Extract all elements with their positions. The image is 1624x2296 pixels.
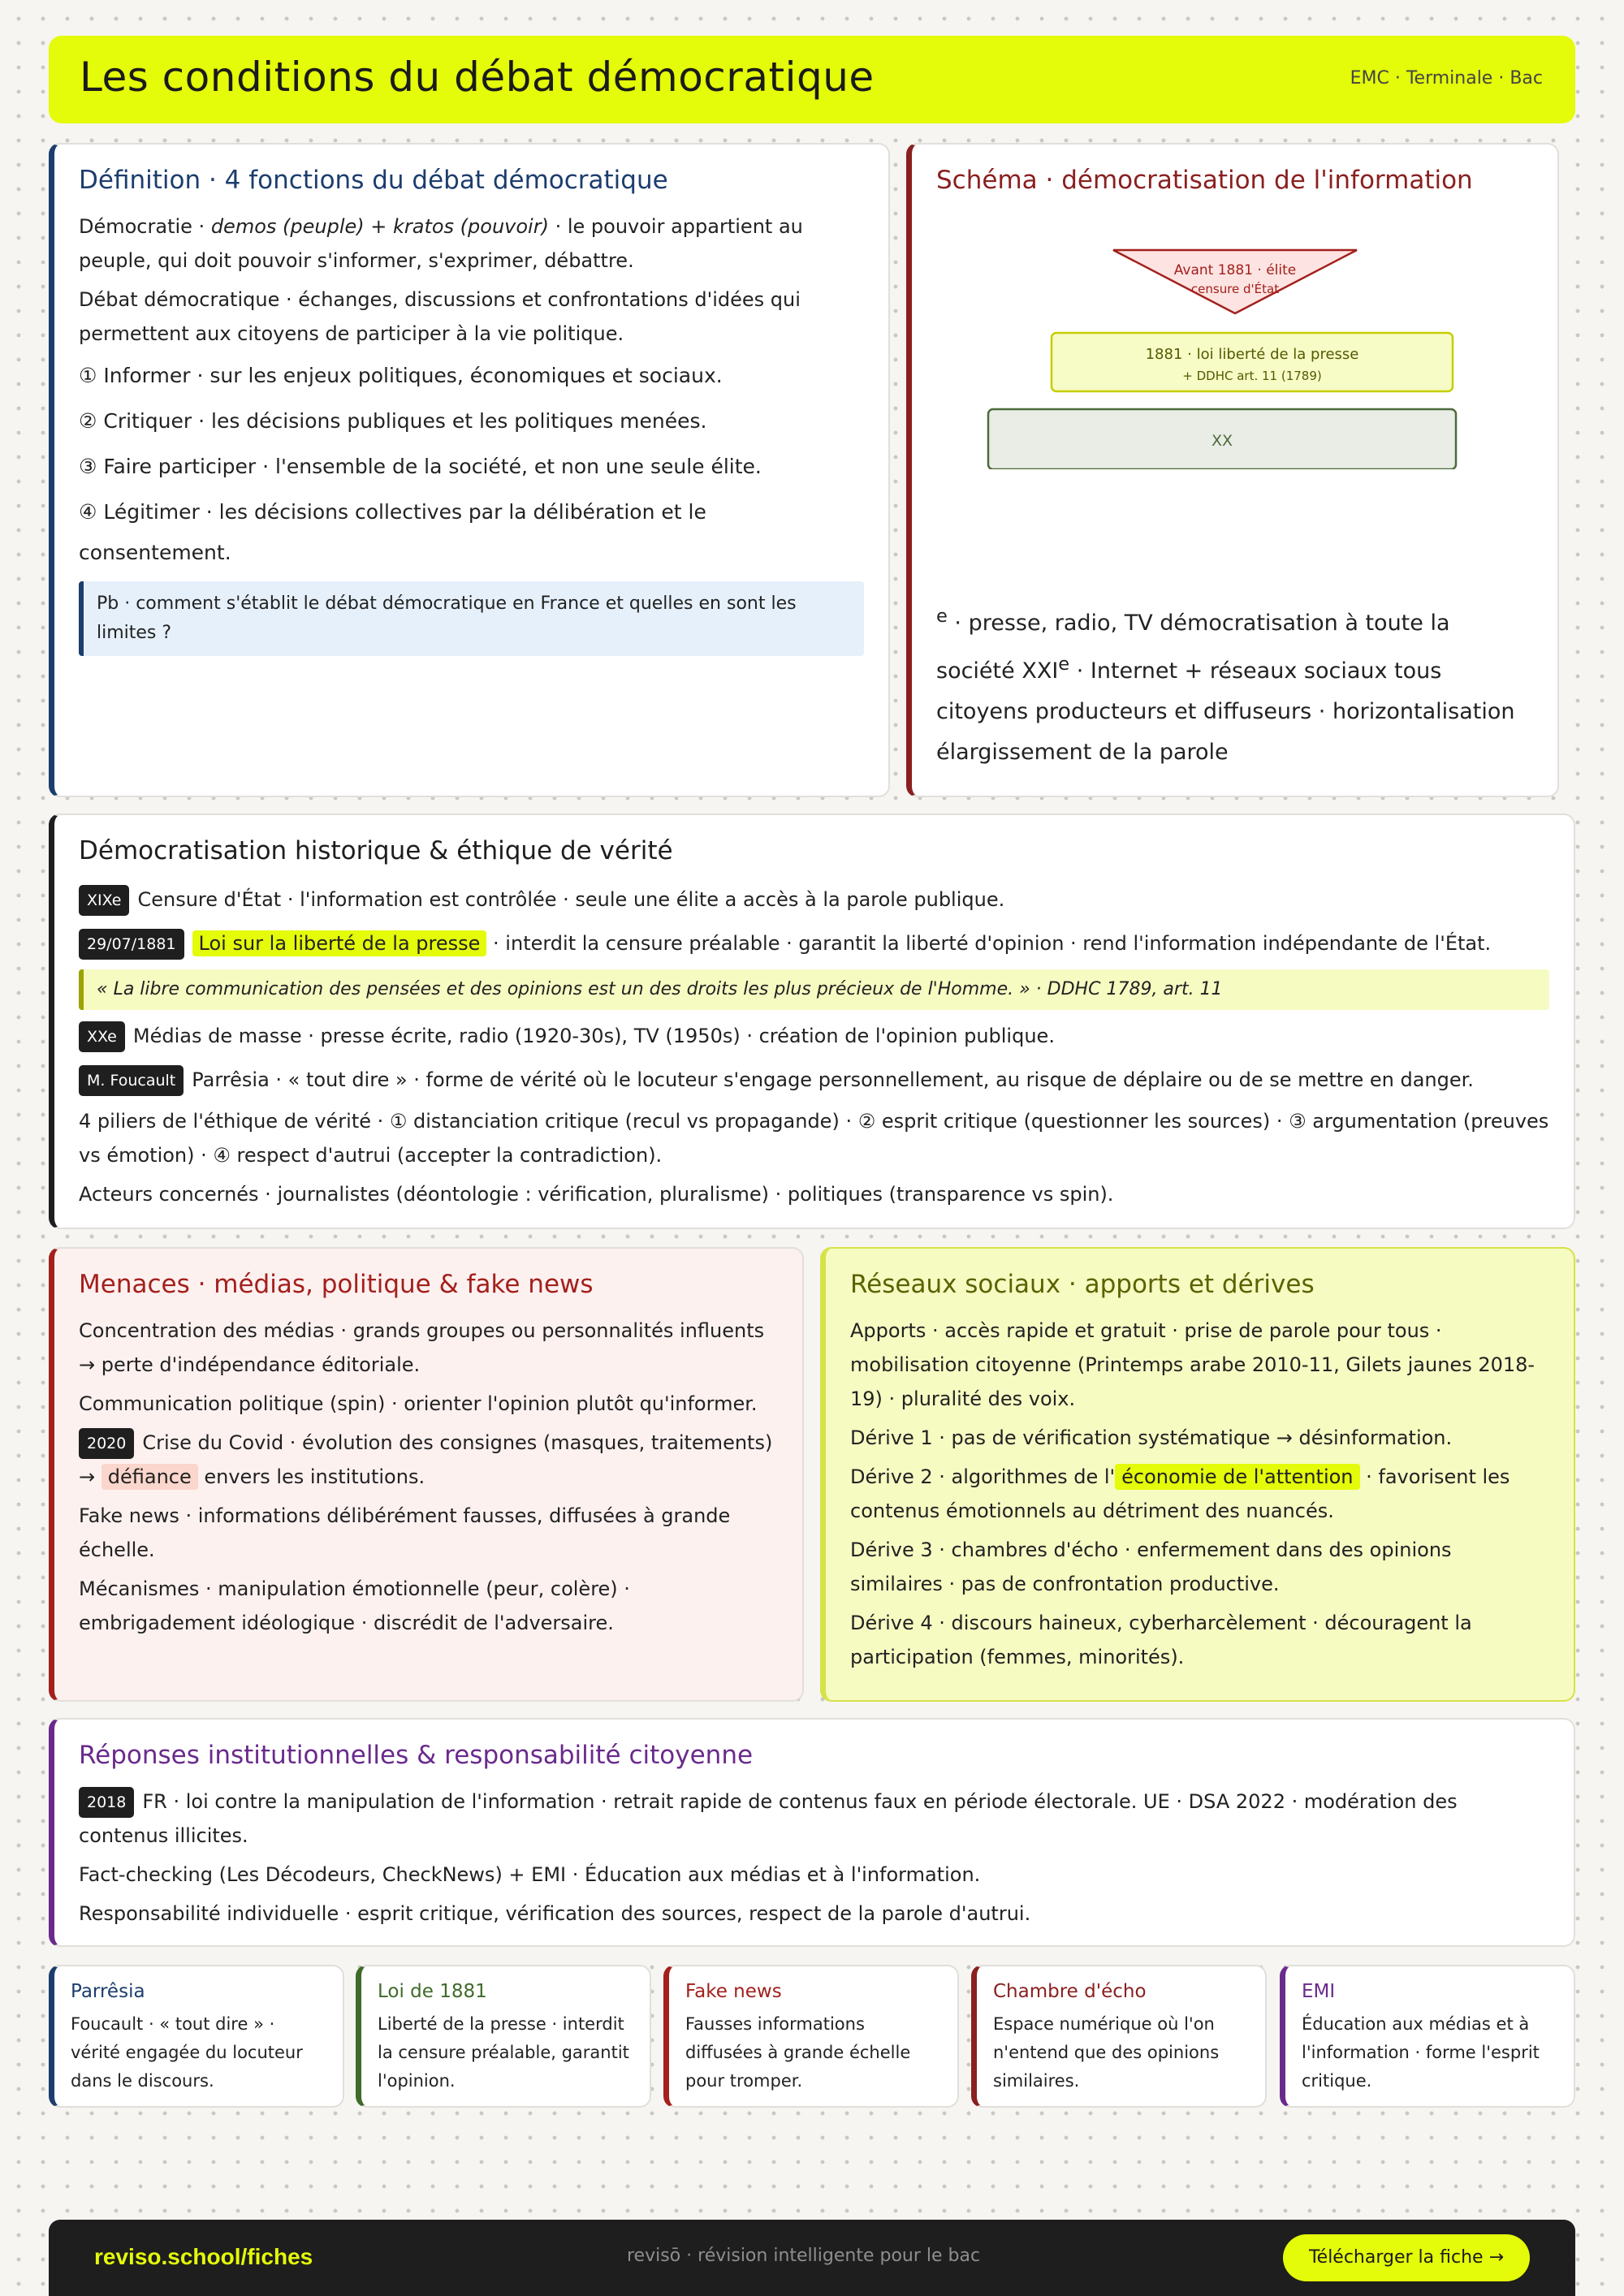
problem-statement: Pb · comment s'établit le débat démocratique en France et quelles en sont les limites ? — [79, 581, 864, 656]
responses-loi: 2018 FR · loi contre la manipulation de l'information · retrait rapide de contenus faux en période électorale. UE · DSA 2022 · modération des contenus illicites. — [79, 1785, 1549, 1853]
definition-card — [49, 143, 890, 797]
author-tag-foucault: M. Foucault — [79, 1065, 184, 1096]
middle-box-label-1: 1881 · loi liberté de la presse — [1145, 346, 1359, 363]
responses-fact-checking: Fact-checking (Les Décodeurs, CheckNews) + EMI · Éducation aux médias et à l'information. — [79, 1863, 981, 1886]
democratie-etymology: demos (peuple) + kratos (pouvoir) — [210, 215, 549, 238]
year-tag-2020: 2020 — [79, 1428, 134, 1459]
page-meta: EMC · Terminale · Bac — [1350, 68, 1543, 88]
page-footer — [49, 2220, 1575, 2296]
highlight-economie-attention: économie de l'attention — [1115, 1464, 1359, 1490]
history-card — [49, 814, 1575, 1229]
glossary-definition: Liberté de la presse · interdit la censure préalable, garantit l'opinion. — [378, 2014, 629, 2091]
responses-responsabilite: Responsabilité individuelle · esprit critique, vérification des sources, respect de la parole d'autrui. — [79, 1902, 1031, 1925]
glossary-card-parresia — [49, 1965, 344, 2108]
definition-title: Définition · 4 fonctions du débat démocratique — [79, 166, 668, 195]
date-tag-1881: 29/07/1881 — [79, 929, 184, 960]
history-title: Démocratisation historique & éthique de vérité — [79, 836, 673, 865]
download-button[interactable]: Télécharger la fiche → — [1283, 2234, 1530, 2281]
era-tag-xix: XIXe — [79, 885, 129, 916]
function-informer: ① Informer · sur les enjeux politiques, économiques et sociaux. — [79, 364, 723, 387]
threats-mecanismes: Mécanismes · manipulation émotionnelle (peur, colère) · embrigadement idéologique · discrédit de l'adversaire. — [79, 1577, 630, 1634]
glossary-term: Fake news — [685, 1981, 782, 2002]
definition-debat: Débat démocratique · échanges, discussions et confrontations d'idées qui permettent aux citoyens de participer à la vie politique. — [79, 288, 801, 345]
history-line-1881: 29/07/1881 Loi sur la liberté de la presse · interdit la censure préalable · garantit la liberté d'opinion · rend l'information indépendante de l'État. — [79, 924, 1549, 963]
era-tag-xx: XXe — [79, 1021, 125, 1052]
schema-text: $^e$ · presse, radio, TV démocratisation à toute la société $XXI^e$ · Internet + réseaux sociaux tous citoyens producteurs et diffuseurs · horizontalisation élargissement de la parole — [936, 606, 1515, 765]
glossary-term: EMI — [1302, 1981, 1336, 2002]
history-line-censure: XIXe Censure d'État · l'information est contrôlée · seule une élite a accès à la parole publique. — [79, 880, 1549, 919]
responses-title: Réponses institutionnelles & responsabilité citoyenne — [79, 1741, 754, 1770]
threats-spin: Communication politique (spin) · orienter l'opinion plutôt qu'informer. — [79, 1392, 758, 1415]
democratie-text: · le pouvoir appartient au peuple, qui doit pouvoir s'informer, s'exprimer, débattre. — [79, 215, 803, 272]
footer-tagline: revisō · révision intelligente pour le bac — [627, 2246, 981, 2266]
social-derive-4: Dérive 4 · discours haineux, cyberharcèlement · découragent la participation (femmes, minorités). — [850, 1612, 1472, 1668]
year-tag-2018: 2018 — [79, 1787, 134, 1818]
glossary-definition: Fausses informations diffusées à grande échelle pour tromper. — [685, 2014, 911, 2091]
bottom-box-label: XX — [1211, 432, 1233, 450]
triangle-label-2: censure d'État — [1190, 282, 1280, 296]
glossary-term: Chambre d'écho — [993, 1981, 1147, 2002]
function-participer: ③ Faire participer · l'ensemble de la société, et non une seule élite. — [79, 455, 762, 478]
schema-title: Schéma · démocratisation de l'information — [936, 166, 1473, 195]
social-card — [820, 1247, 1575, 1702]
threats-fake-news: Fake news · informations délibérément fausses, diffusées à grande échelle. — [79, 1504, 731, 1561]
function-legitimer: ④ Légitimer · les décisions collectives par la délibération et le consentement. — [79, 500, 706, 564]
history-line-foucault: M. Foucault Parrêsia · « tout dire » · forme de vérité où le locuteur s'engage personnellement, au risque de déplaire ou de se mettre en danger. — [79, 1060, 1549, 1099]
social-derive-3: Dérive 3 · chambres d'écho · enfermement dans des opinions similaires · pas de confrontation productive. — [850, 1539, 1452, 1595]
highlight-defiance: défiance — [102, 1464, 198, 1490]
pyramid-diagram — [935, 234, 1535, 469]
responses-card — [49, 1718, 1575, 1947]
page-title: Les conditions du débat démocratique — [80, 54, 875, 101]
function-critiquer: ② Critiquer · les décisions publiques et les politiques menées. — [79, 409, 707, 433]
glossary-definition: Éducation aux médias et à l'information · forme l'esprit critique. — [1302, 2014, 1540, 2091]
glossary-card-chambre-echo — [971, 1965, 1267, 2108]
glossary-card-emi — [1280, 1965, 1575, 2108]
threats-title: Menaces · médias, politique & fake news — [79, 1270, 594, 1299]
brand-link[interactable]: reviso.school/fiches — [94, 2244, 313, 2269]
social-derive-2: Dérive 2 · algorithmes de l' économie de l'attention · favorisent les contenus émotionnels au détriment des nuancés. — [850, 1465, 1510, 1522]
threats-concentration: Concentration des médias · grands groupes ou personnalités influents → perte d'indépendance éditoriale. — [79, 1319, 765, 1376]
glossary-term: Loi de 1881 — [378, 1981, 487, 2002]
history-line-piliers: 4 piliers de l'éthique de vérité · ① distanciation critique (recul vs propagande) · ② esprit critique (questionner les sources) · ③ argumentation (preuves vs émotion) · ④ respect d'autrui (accepter la contradiction). — [79, 1110, 1549, 1167]
glossary-card-fake-news — [663, 1965, 959, 2108]
schema-card — [906, 143, 1559, 797]
middle-box-label-2: + DDHC art. 11 (1789) — [1182, 369, 1322, 383]
democratie-label: Démocratie — [79, 215, 192, 238]
glossary-definition: Foucault · « tout dire » · vérité engagée du locuteur dans le discours. — [71, 2014, 303, 2091]
threats-card — [49, 1247, 804, 1702]
glossary-card-loi-1881 — [356, 1965, 651, 2108]
threats-covid: 2020 Crise du Covid · évolution des consignes (masques, traitements) → défiance envers les institutions. — [79, 1426, 778, 1494]
history-line-acteurs: Acteurs concernés · journalistes (déontologie : vérification, pluralisme) · politiques (transparence vs spin). — [79, 1183, 1114, 1206]
glossary-definition: Espace numérique où l'on n'entend que des opinions similaires. — [993, 2014, 1220, 2091]
history-line-medias: XXe Médias de masse · presse écrite, radio (1920-30s), TV (1950s) · création de l'opinion publique. — [79, 1016, 1549, 1055]
social-apports: Apports · accès rapide et gratuit · prise de parole pour tous · mobilisation citoyenne (Printemps arabe 2010-11, Gilets jaunes 2018-19) · pluralité des voix. — [850, 1319, 1535, 1410]
social-derive-1: Dérive 1 · pas de vérification systématique → désinformation. — [850, 1426, 1453, 1449]
definition-democratie: Démocratie · demos (peuple) + kratos (pouvoir) · le pouvoir appartient au peuple, qui doit pouvoir s'informer, s'exprimer, débattre. — [79, 215, 803, 272]
ddhc-quote: « La libre communication des pensées et des opinions est un des droits les plus précieux de l'Homme. » · DDHC 1789, art. 11 — [79, 969, 1549, 1010]
glossary-term: Parrêsia — [71, 1981, 145, 2002]
page-header — [49, 36, 1575, 123]
social-title: Réseaux sociaux · apports et dérives — [850, 1270, 1315, 1299]
triangle-label-1: Avant 1881 · élite — [1173, 262, 1297, 278]
highlight-loi-presse: Loi sur la liberté de la presse — [192, 930, 487, 956]
